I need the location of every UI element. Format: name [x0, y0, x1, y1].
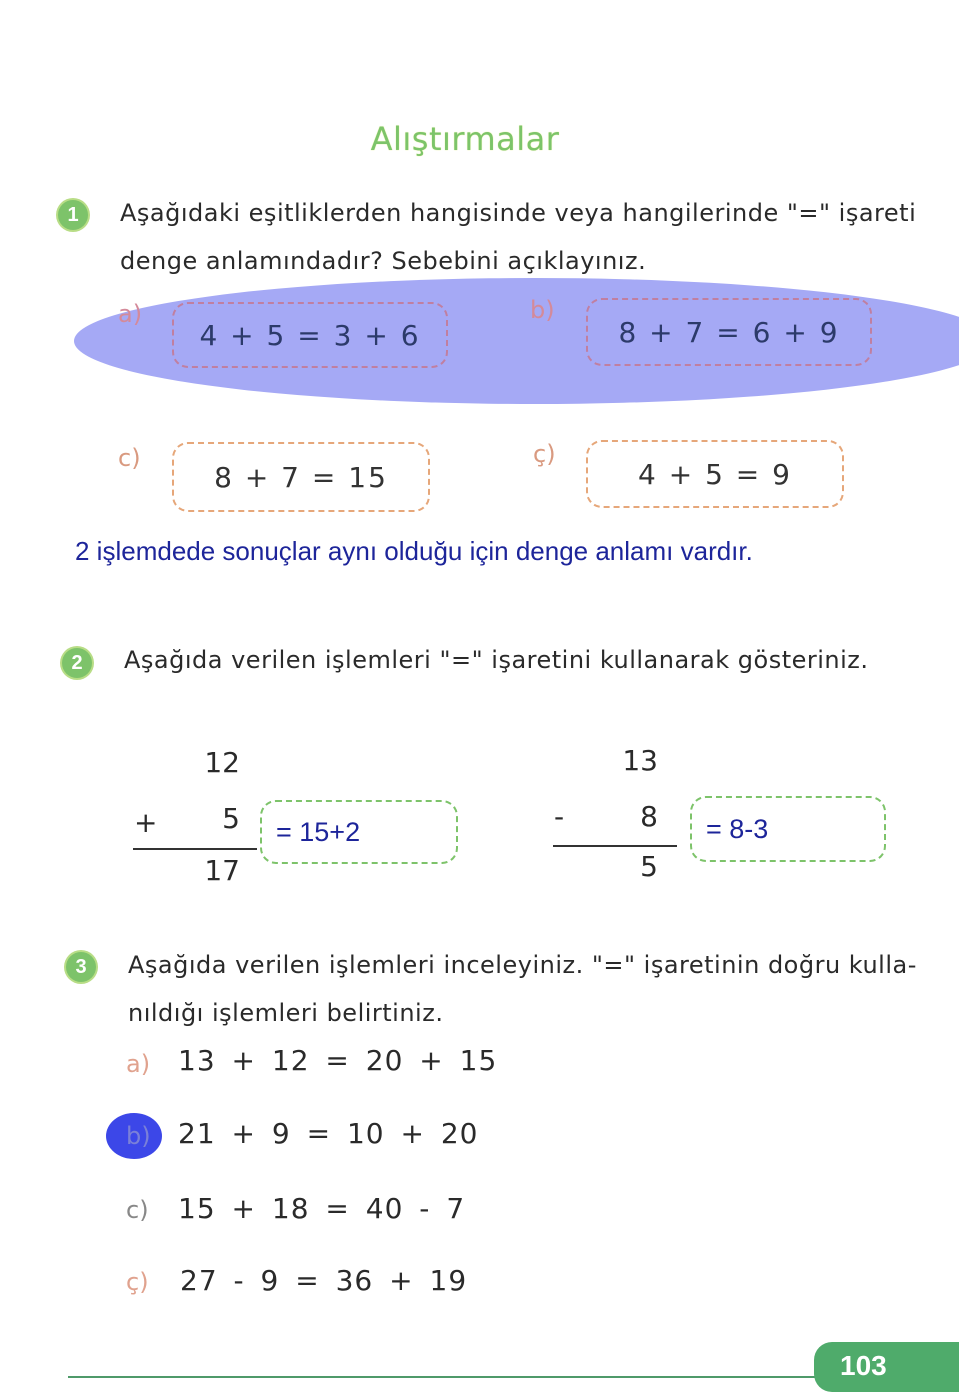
equation-box-a [172, 302, 448, 368]
page-number: 103 [814, 1342, 959, 1392]
exercise-number-badge: 3 [66, 952, 96, 982]
equation-box-cedilla [586, 440, 844, 508]
operand-bottom: 5 [222, 802, 240, 835]
equation-c: 8 + 7 = 15 [214, 460, 388, 494]
option-label-b: b) [530, 296, 555, 324]
option-label-a: a) [118, 300, 143, 328]
handwritten-answer-2: = 8-3 [706, 813, 769, 844]
handwritten-answer: 2 işlemdede sonuçlar aynı olduğu için denge anlamı vardır. [75, 536, 753, 566]
operand-top: 13 [622, 744, 658, 777]
exercise1-question-line2: denge anlamındadır? Sebebini açıklayınız. [120, 247, 647, 275]
operand-bottom: 8 [640, 800, 658, 833]
exercise-number-badge: 2 [62, 648, 92, 678]
exercise2-question: Aşağıda verilen işlemleri "=" işaretini kullanarak gösteriniz. [124, 646, 869, 674]
operation-result: 5 [640, 850, 658, 883]
option-label-c: c) [118, 444, 141, 472]
equation-box-c [172, 442, 430, 512]
answer-box-2[interactable] [690, 796, 886, 862]
operator-plus: + [134, 806, 158, 839]
difference-line [553, 845, 677, 847]
page-title: Alıştırmalar [370, 120, 560, 158]
equation-cedilla: 27 - 9 = 36 + 19 [180, 1264, 468, 1297]
exercise3-question-line2: nıldığı işlemleri belirtiniz. [128, 999, 444, 1027]
equation-a: 13 + 12 = 20 + 15 [178, 1044, 498, 1077]
equation-cedilla: 4 + 5 = 9 [638, 457, 792, 491]
equation-box-b [586, 298, 872, 366]
exercise3-question-line1: Aşağıda verilen işlemleri inceleyiniz. "=" işaretinin doğru kulla- [128, 951, 917, 979]
equation-b: 8 + 7 = 6 + 9 [618, 315, 840, 349]
equation-b: 21 + 9 = 10 + 20 [178, 1117, 479, 1150]
option-label-b: b) [126, 1122, 151, 1150]
exercise-number-badge: 1 [58, 200, 88, 230]
operand-top: 12 [204, 746, 240, 779]
equation-c: 15 + 18 = 40 - 7 [178, 1192, 466, 1225]
option-label-cedilla: ç) [533, 440, 556, 468]
option-label-a: a) [126, 1050, 151, 1078]
option-label-cedilla: ç) [126, 1268, 149, 1296]
handwritten-answer-1: = 15+2 [276, 816, 361, 847]
operator-minus: - [554, 800, 565, 833]
footer-line [68, 1376, 828, 1378]
sum-line [133, 848, 257, 850]
exercise1-question-line1: Aşağıdaki eşitliklerden hangisinde veya hangilerinde "=" işareti [120, 199, 917, 227]
option-label-c: c) [126, 1196, 149, 1224]
answer-box-1[interactable] [260, 800, 458, 864]
operation-result: 17 [204, 854, 240, 887]
equation-a: 4 + 5 = 3 + 6 [199, 318, 421, 352]
